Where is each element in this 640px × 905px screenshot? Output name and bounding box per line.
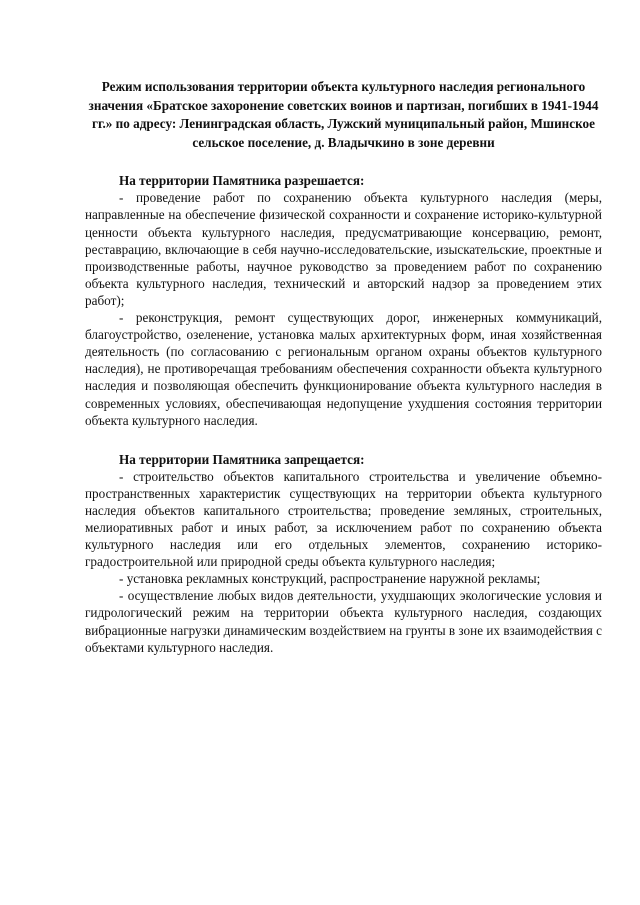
forbidden-section xyxy=(85,451,602,656)
forbidden-item-ecology: - осуществление любых видов деятельности, ухудшающих экологические условия и гидрологический режим на территории объекта культурного наследия, создающих вибрационные нагрузки динамическим воздействием на грунты в зоне их взаимодействия с объектами культурного наследия. xyxy=(85,588,602,655)
forbidden-item-construction: - строительство объектов капитального строительства и увеличение объемно-пространственных характеристик существующих на территории объекта культурного наследия объектов капитального строительства; проведение земляных, строительных, мелиоративных работ и иных работ, за исключением работ по сохранению объекта культурного наследия или его отдельных элементов, сохранению историко-градостроительной или природной среды объекта культурного наследия; xyxy=(85,468,602,570)
forbidden-heading: На территории Памятника запрещается: xyxy=(119,451,365,467)
allowed-heading: На территории Памятника разрешается: xyxy=(119,173,365,189)
document-page xyxy=(85,78,602,656)
allowed-item-preservation-works: - проведение работ по сохранению объекта культурного наследия (меры, направленные на обеспечение физической сохранности и сохранение историко-культурной ценности объекта культурного наследия, предусматривающие консервацию, ремонт, реставрацию, включающие в себя научно-исследовательские, изыскательские, проектные и производственные работы, научное руководство за проведением работ по сохранению объекта культурного наследия, технический и авторский надзор за проведением этих работ); xyxy=(85,190,602,308)
forbidden-item-advertising: - установка рекламных конструкций, распространение наружной рекламы; xyxy=(119,571,541,587)
document-title: Режим использования территории объекта культурного наследия регионального значения «Братское захоронение советских воинов и партизан, погибших в 1941-1944 гг.» по адресу: Ленинградская область, Лужский муниципальный район, Мшинское сельское поселение, д. Владычкино в зоне деревни xyxy=(88,79,599,150)
allowed-section xyxy=(85,172,602,428)
allowed-item-reconstruction: - реконструкция, ремонт существующих дорог, инженерных коммуникаций, благоустройство, озеленение, установка малых архитектурных форм, иная хозяйственная деятельность (по согласованию с региональным органом охраны объектов культурного наследия), не противоречащая требованиям обеспечения сохранности объекта культурного наследия и позволяющая обеспечить функционирование объекта культурного наследия в современных условиях, обеспечивающая недопущение ухудшения состояния территории объекта культурного наследия. xyxy=(85,310,602,428)
